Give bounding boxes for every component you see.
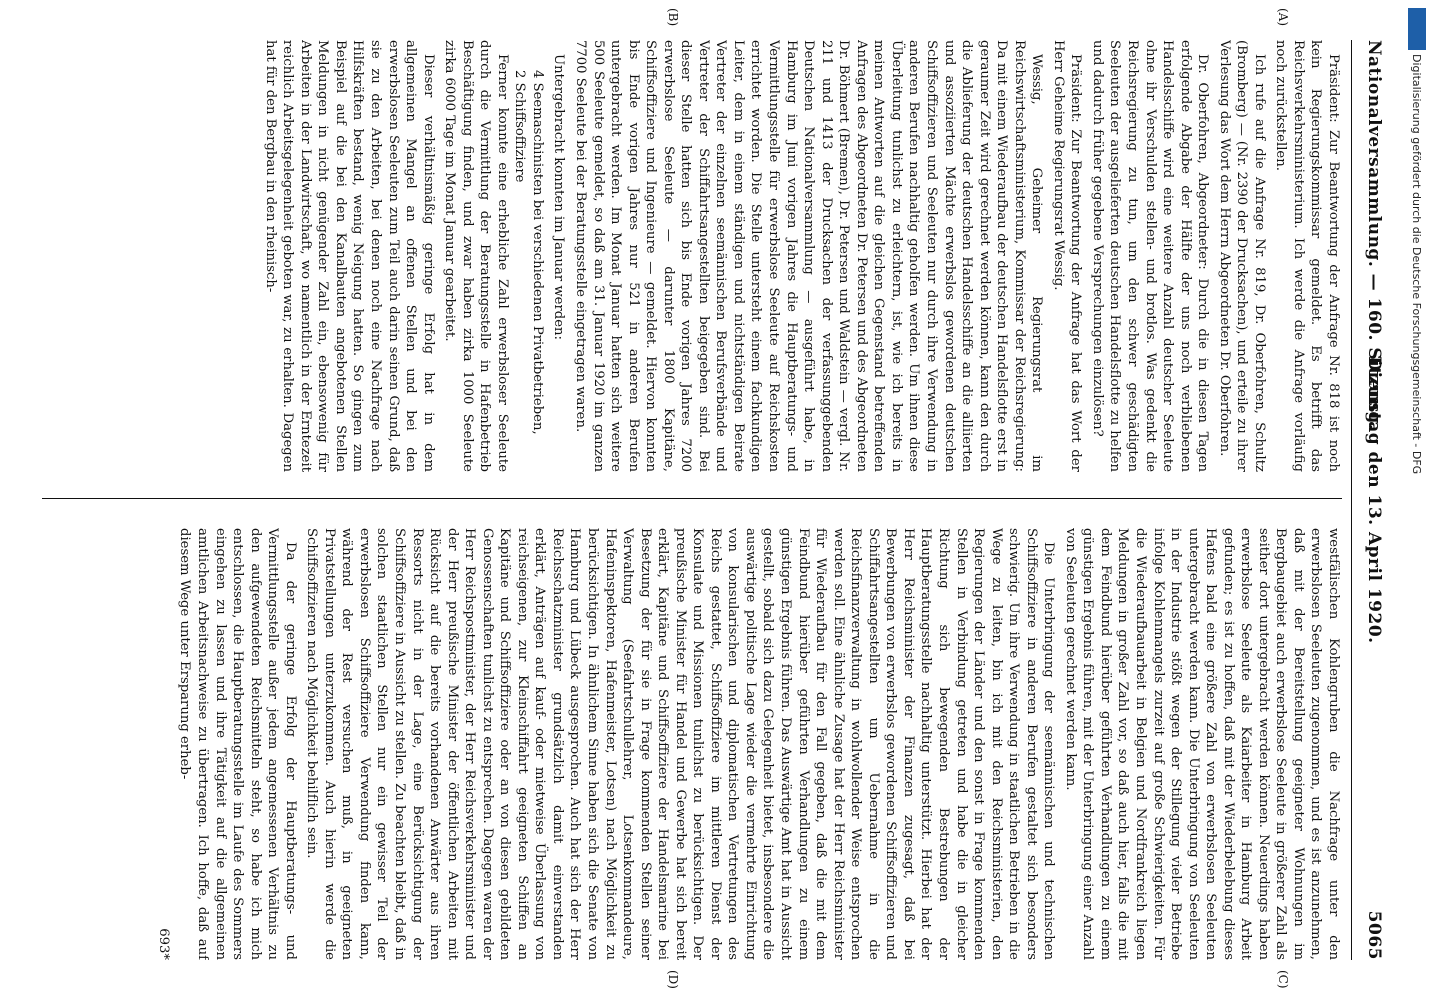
list-item: 4 Seemaschinisten bei verschiedenen Privatbetrieben,: [529, 70, 545, 435]
margin-marker-b: (B): [666, 8, 680, 27]
paragraph: Die Unterbringung der seemännischen und technischen Schiffsoffiziere in anderen Berufen gestaltet sich besonders schwierig. Um ihre Verwendung in staatlichen Betrieben in die Wege zu leiten, bin ich mit den Reichsministerien, den Regierungen der Länder und den sonst in Frage kommenden Stellen in Verbindung getreten und habe die in gleicher Richtung sich bewegenden Bestrebungen der Hauptberatungsstelle nachhaltig unterstützt. Hierbei hat der Herr Reichsminister der Finanzen zugesagt, daß bei Bewerbungen von erwerbslos gewordenen Schiffsoffizieren und Schiffahrtsangestellten um Uebernahme in die Reichsfinanzverwaltung in wohlwollender Weise entsprochen werden soll. Eine ähnliche Zusage hat der Herr Reichsminister für Wiederaufbau für den Fall gegeben, daß die mit dem Feindbund hierüber geführten Verhandlungen zu einem günstigen Ergebnis führen. Das Auswärtige Amt hat in Aussicht gestellt, sobald sich dazu Gelegenheit bietet, insbesondere die auswärtige politische Lage wieder die vermehrte Einrichtung von konsularischen und diplomatischen Vertretungen des Reichs gestattet, Schiffsoffiziere im mittleren Dienst der Konsulate und Missionen tunlichst zu berücksichtigen. Der preußische Minister für Handel und Gewerbe hat sich bereit erklärt, Kapitäne und Schiffsoffiziere der Handelsmarine bei Besetzung der für sie in Frage kommenden Stellen seiner Verwaltung (Seefahrtschullehrer, Lotsenkommandeure, Hafeninspektoren, Hafenmeister, Lotsen) nach Möglichkeit zu berücksichtigen. In ähnlichem Sinne haben sich die Senate von Hamburg und Lübeck ausgesprochen. Auch hat sich der Herr Reichsschatzminister grundsätzlich damit einverstanden erklärt, Anträgen auf kauf- oder mietweise Überlassung von reichseigenen, zur Kleinschiffahrt geeigneten Schiffen an Kapitäne und Schiffsoffiziere oder an von diesen gebildeten Genossenschaften tunlichst zu entsprechen. Dagegen waren der Herr Reichspostminister, der Herr Reichsverkehrsminister und der Herr preußische Minister der öffentlichen Arbeiten mit Rücksicht auf die bereits vorhandenen Anwärter aus ihren Ressorts nicht in der Lage, eine Berücksichtigung der Schiffsoffiziere in Aussicht zu stellen. Zu beachten bleibt, daß in solchen staatlichen Stellen nur ein gewisser Teil der erwerbslosen Schiffsoffiziere Verwendung finden kann, während der Rest versuchen muß, in geeigneten Privatstellungen unterzukommen. Auch hierin werde die Schiffsoffizieren nach Möglichkeit behilflich sein.: [304, 528, 1057, 960]
margin-marker-c: (C): [1276, 970, 1290, 989]
paragraph: Dieser verhältnismäßig geringe Erfolg hat in dem allgemeinen Mangel an offenen Stellen und bei den erwerbslosen Seeleuten zum Teil auch darin seinen Grund, daß sie zu den Arbeiten, bei denen noch eine Nachfrage nach Hilfskräften bestand, wenig Neigung hatten. So gingen zum Beispiel auf die bei den Kanalbauten angebotenen Stellen Meldungen in nicht genügender Zahl ein, ebensowenig für Arbeiten in der Landwirtschaft, wo namentlich in der Erntezeit reichlich Arbeitsgelegenheit geboten war, zu erhalten. Dagegen hat für den Bergbau in den rheinisch-: [262, 40, 436, 472]
paragraph: Untergebracht konnten im Januar werden:: [551, 54, 567, 340]
header-date: Dienstag den 13. April 1920.: [1364, 356, 1384, 644]
right-column: [12, 528, 1342, 960]
paragraph: Ferner konnte eine erhebliche Zahl erwerbsloser Seeleute durch die Vermittlung der Beratungsstelle in Hafenbetrieb Beschäftigung finden, und zwar haben zirka 1000 Seeleute zirka 6000 Tage im Monat Januar gearbeitet.: [442, 40, 510, 472]
page-header: [1351, 40, 1390, 960]
margin-marker-d: (D): [666, 970, 680, 989]
paragraph: westfälischen Kohlengruben die Nachfrage unter den erwerbslosen Seeleuten zugenommen, und es ist anzunehmen, daß mit der Bereitstellung geeigneter Wohnungen im Bergbaugebiet auch erwerbslose Seeleute in größerer Zahl als seither dort untergebracht werden können. Neuerdings haben erwerbslose Seeleute als Kaiarbeiter in Hamburg Arbeit gefunden; es ist zu hoffen, daß mit der Wiederbelebung dieses Hafens bald eine größere Zahl von erwerbslosen Seeleuten untergebracht werden kann. Die Unterbringung von Seeleuten in der Industrie stößt wegen der Stillegung vieler Betriebe infolge Kohlenmangels zurzeit auf große Schwierigkeiten. Für die Wiederaufbauarbeit in Belgien und Nordfrankreich liegen Meldungen in großer Zahl vor, so daß auch hier, falls die mit dem Feindbund hierüber geführten Verhandlungen zu einem günstigen Ergebnis führen, mit der Unterbringung einer Anzahl von Seeleuten gerechnet werden kann.: [1062, 528, 1341, 960]
paragraph: Präsident: Zur Beantwortung der Anfrage hat das Wort der Herr Geheime Regierungsrat Wessig.: [1050, 40, 1084, 472]
page-code: 693*: [155, 928, 171, 960]
paragraph: Dr. Oberfohren, Abgeordneter: Durch die in diesen Tagen erfolgende Abgabe der Hälfte der uns noch verbliebenen Handelsschiffe wird eine weitere Anzahl deutscher Seeleute ohne ihr Verschulden stellen- und brotlos. Was gedenkt die Reichsregierung zu tun, um den schwer geschädigten Seeleuten der ausgelieferten deutschen Handelsflotte zu helfen und dadurch früher gegebene Versprechungen einzulösen?: [1089, 40, 1211, 472]
digitization-sidebar: [1400, 0, 1434, 1000]
dfg-notice: Digitalisierung gefördert durch die Deutsche Forschungsgemeinschaft - DFG: [1410, 54, 1423, 475]
margin-marker-a: (A): [1276, 8, 1290, 27]
column-divider: [42, 498, 1342, 499]
header-left: Nationalversammlung. — 160. Sitzung.: [1364, 40, 1384, 431]
dfg-logo: [1408, 8, 1426, 50]
page-number: 5065: [1364, 910, 1384, 960]
placement-list: [511, 40, 546, 472]
list-item: 2 Schiffsoffiziere: [512, 70, 528, 183]
paragraph: Ich rufe auf die Anfrage Nr. 819, Dr. Oberfohren, Schultz (Bromberg) — (Nr. 2390 der Drucksachen), und erteile zu ihrer Verlesung das Wort dem Herrn Abgeordneten Dr. Oberfohren.: [1216, 40, 1267, 472]
paragraph: Wessig, Geheimer Regierungsrat im Reichswirtschaftsministerium, Kommissar der Reichsregierung: Da mit einem Wiederaufbau der deutschen Handelsflotte erst in geraumer Zeit wird gerechnet werden können, kann den durch die Ablieferung der deutschen Handelsschiffe an die alliierten und assoziierten Mächte erwerbslos gewordenen deutschen Schiffsoffizieren und Seeleuten nur durch ihre Verwendung in anderen Berufen nachhaltig geholfen werden. Um ihnen diese Überleitung tunlichst zu erleichtern, ist, wie ich bereits in meinen Antworten auf die gleichen Gegenstand betreffenden Anfragen des Abgeordneten Dr. Petersen und des Abgeordneten Dr. Böhmert (Bremen), Dr. Petersen und Waldstein — vergl. Nr. 211 und 1413 der Drucksachen der verfassunggebenden Deutschen Nationalversammlung — ausgeführt habe, in Hamburg im Juni vorigen Jahres die Hauptberatungs- und Vermittlungsstelle für erwerbslose Seeleute auf Reichskosten errichtet worden. Die Stelle untersteht einem fachkundigen Leiter, dem in einem ständigen und nichtständigen Beirate Vertreter der einzelnen seemännischen Berufsverbände und Vertreter der Schiffahrtsangestellten beigegeben sind. Bei dieser Stelle hatten sich bis Ende vorigen Jahres 7200 erwerbslose Seeleute — darunter 1800 Kapitäne, Schiffsoffiziere und Ingenieure — gemeldet. Hiervon konnten bis Ende vorigen Jahres nur 521 in anderen Berufen untergebracht werden. Im Monat Januar hatten sich weitere 500 Seeleute gemeldet, so daß am 31. Januar 1920 im ganzen 7700 Seeleute bei der Beratungsstelle eingetragen waren.: [573, 40, 1045, 472]
paragraph: Präsident: Zur Beantwortung der Anfrage Nr. 818 ist noch kein Regierungskommissar gemeldet. Es betrifft das Reichsverkehrsministerium. Ich werde die Anfrage vorläufig noch zurückstellen.: [1273, 40, 1341, 472]
paragraph: Da der geringe Erfolg der Hauptberatungs- und Vermittlungsstelle außer jedem angemessenen Verhältnis zu den aufgewendeten Reichsmitteln steht, so habe ich mich entschlossen, die Hauptberatungsstelle im Laufe des Sommers eingehen zu lassen und ihre Tätigkeit auf die allgemeinen amtlichen Arbeitsnachweise zu übertragen. Ich hoffe, daß auf diesem Wege unter Ersparung erheb-: [177, 528, 298, 960]
left-column: [12, 40, 1342, 472]
